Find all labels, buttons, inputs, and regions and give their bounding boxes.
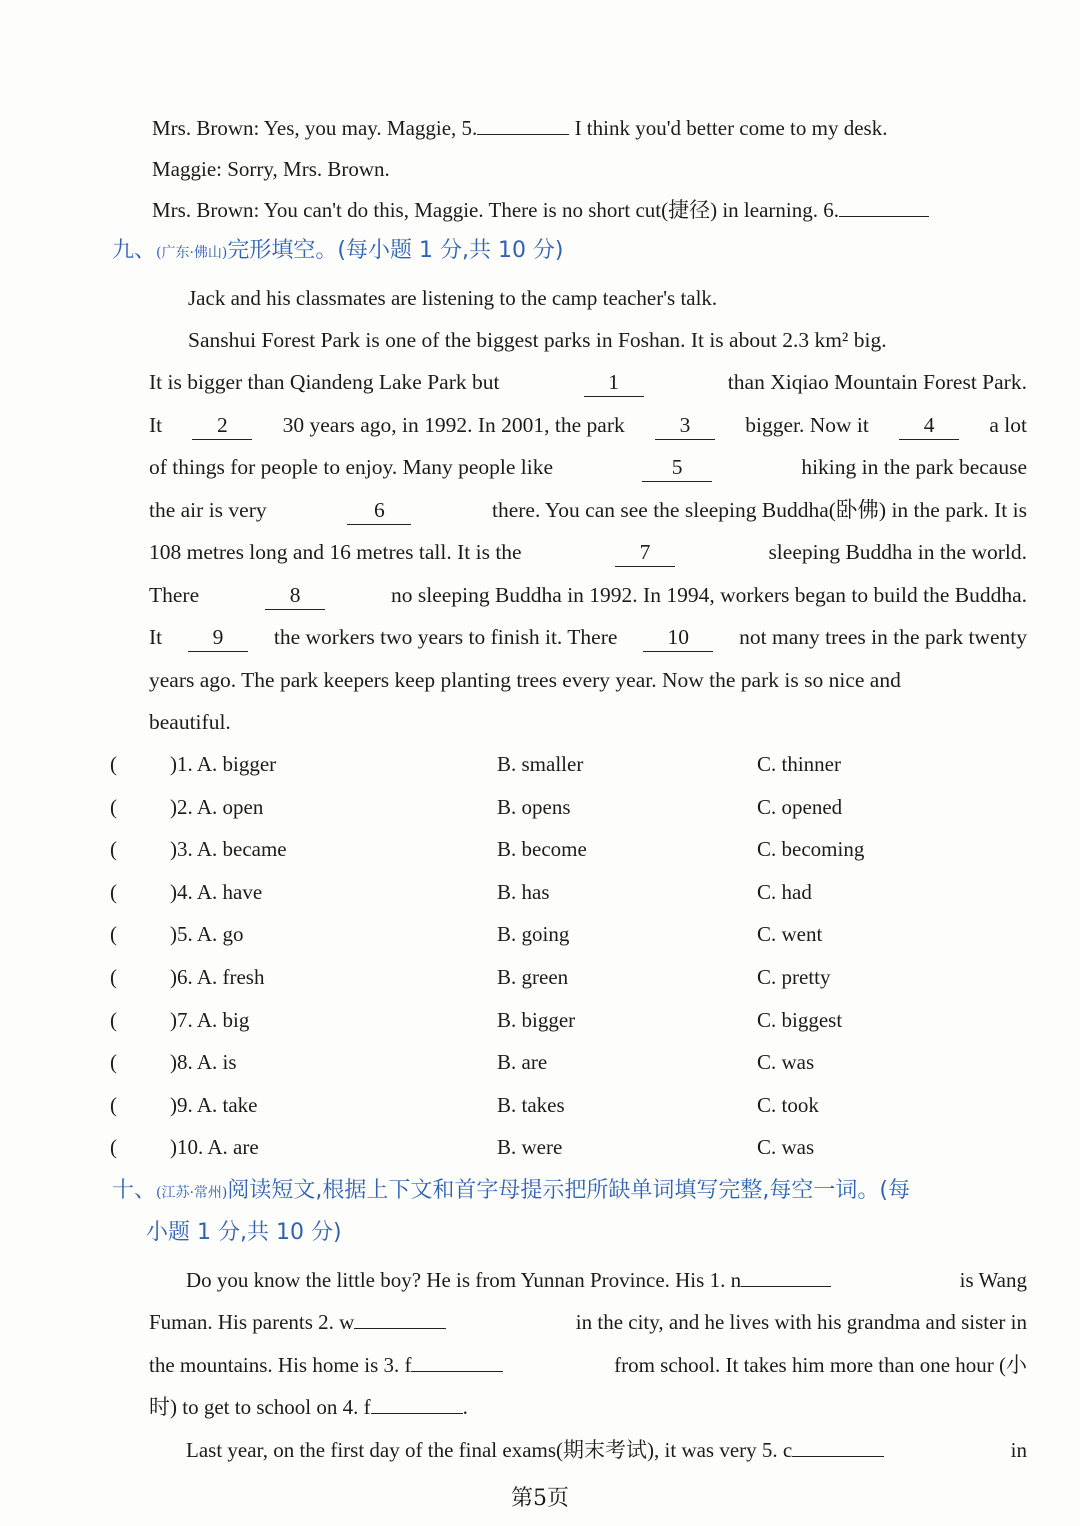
option-b: B. are [497, 1050, 548, 1074]
passage-text: of things for people to enjoy. Many people like [149, 455, 554, 479]
passage-line [186, 1266, 1027, 1294]
option-c: C. pretty [757, 965, 831, 989]
answer-blank[interactable] [354, 1308, 446, 1329]
passage-text: no sleeping Buddha in 1992. In 1994, workers began to build the Buddha. [391, 583, 1027, 607]
dialogue-line-2: Maggie: Sorry, Mrs. Brown. [152, 157, 390, 181]
question-paren[interactable]: ( [110, 880, 117, 904]
option-c: C. thinner [757, 752, 841, 776]
passage-text: Do you know the little boy? He is from Yunnan Province. His 1. n [186, 1268, 742, 1292]
option-a: )2. A. open [170, 795, 264, 819]
passage-line [149, 1393, 1027, 1421]
answer-blank[interactable] [411, 1351, 503, 1372]
answer-blank[interactable] [371, 1393, 463, 1414]
passage-line [186, 1436, 1027, 1464]
blank-number[interactable]: 6 [347, 496, 411, 525]
passage-line [149, 1351, 1027, 1379]
passage-line [149, 453, 1027, 482]
dialogue-line-3 [152, 196, 929, 224]
question-paren[interactable]: ( [110, 965, 117, 989]
answer-blank[interactable] [839, 196, 929, 217]
passage-text: the air is very [149, 498, 267, 522]
passage-text: bigger. Now it [745, 413, 869, 437]
section-title: 完形填空。(每小题 1 分,共 10 分) [227, 238, 564, 263]
question-paren[interactable]: ( [110, 837, 117, 861]
option-b: B. smaller [497, 752, 584, 776]
dialogue-text: I think you'd better come to my desk. [569, 116, 888, 140]
blank-number[interactable]: 7 [615, 538, 675, 567]
passage-text: than Xiqiao Mountain Forest Park. [727, 370, 1027, 394]
option-c: C. had [757, 880, 812, 904]
passage-text: . [462, 1395, 468, 1419]
option-c: C. was [757, 1135, 815, 1159]
question-paren[interactable]: ( [110, 922, 117, 946]
question-paren[interactable]: ( [110, 752, 117, 776]
passage-text: 30 years ago, in 1992. In 2001, the park [282, 413, 625, 437]
dialogue-text: Mrs. Brown: You can't do this, Maggie. There is no short cut(捷径) in learning. 6. [152, 198, 839, 222]
answer-blank[interactable] [477, 114, 569, 135]
passage-text: there. You can see the sleeping Buddha(卧佛) in the park. It is [492, 498, 1027, 522]
passage-text: hiking in the park because [801, 455, 1027, 479]
passage-text: It [149, 625, 163, 649]
answer-blank[interactable] [741, 1266, 831, 1287]
passage-text: the workers two years to finish it. There [273, 625, 618, 649]
option-c: C. was [757, 1050, 815, 1074]
passage-text: 108 metres long and 16 metres tall. It is the [149, 540, 522, 564]
passage-text: beautiful. [149, 710, 231, 734]
passage-text: years ago. The park keepers keep planting trees every year. Now the park is so nice and [149, 668, 901, 692]
option-b: B. green [497, 965, 569, 989]
option-b: B. going [497, 922, 570, 946]
option-a: )6. A. fresh [170, 965, 265, 989]
passage-line [149, 581, 1027, 610]
passage-text: is Wang [959, 1268, 1027, 1292]
passage-text: in the city, and he lives with his grandma and sister in [575, 1310, 1027, 1334]
section-10-heading [112, 1176, 910, 1208]
section-source: (广东·佛山) [156, 245, 228, 261]
passage-text: a lot [989, 413, 1027, 437]
option-b: B. opens [497, 795, 571, 819]
passage-intro: Jack and his classmates are listening to the camp teacher's talk. [188, 286, 718, 310]
option-c: C. went [757, 922, 823, 946]
blank-number[interactable]: 3 [655, 411, 715, 440]
blank-number[interactable]: 4 [899, 411, 959, 440]
option-a: )4. A. have [170, 880, 263, 904]
passage-line [149, 623, 1027, 652]
question-paren[interactable]: ( [110, 1093, 117, 1117]
question-paren[interactable]: ( [110, 795, 117, 819]
option-b: B. takes [497, 1093, 565, 1117]
passage-text: Sanshui Forest Park is one of the biggest parks in Foshan. It is about 2.3 km² big. [188, 328, 887, 352]
passage-text: the mountains. His home is 3. f [149, 1353, 412, 1377]
blank-number[interactable]: 9 [188, 623, 248, 652]
passage-line [149, 496, 1027, 525]
option-c: C. opened [757, 795, 843, 819]
dialogue-line-1 [152, 114, 887, 142]
passage-line [149, 368, 1027, 397]
answer-blank[interactable] [792, 1436, 884, 1457]
passage-text: It [149, 413, 163, 437]
passage-line [149, 666, 1027, 694]
passage-text: in [1010, 1438, 1027, 1462]
option-a: )9. A. take [170, 1093, 258, 1117]
passage-text: There [149, 583, 200, 607]
option-a: )3. A. became [170, 837, 287, 861]
section-source: (江苏·常州) [156, 1185, 228, 1201]
passage-line [149, 411, 1027, 440]
blank-number[interactable]: 8 [265, 581, 325, 610]
option-a: )7. A. big [170, 1008, 250, 1032]
option-b: B. were [497, 1135, 563, 1159]
question-paren[interactable]: ( [110, 1050, 117, 1074]
passage-text: Fuman. His parents 2. w [149, 1310, 355, 1334]
option-b: B. bigger [497, 1008, 576, 1032]
option-b: B. become [497, 837, 587, 861]
passage-text: 时) to get to school on 4. f [149, 1395, 371, 1419]
option-a: )5. A. go [170, 922, 244, 946]
option-c: C. biggest [757, 1008, 843, 1032]
passage-line [149, 538, 1027, 567]
passage-text: It is bigger than Qiandeng Lake Park but [149, 370, 500, 394]
option-b: B. has [497, 880, 550, 904]
option-a: )10. A. are [170, 1135, 259, 1159]
blank-number[interactable]: 5 [642, 453, 712, 482]
page-number: 第5页 [511, 1486, 569, 1511]
section-10-heading-cont: 小题 1 分,共 10 分) [146, 1220, 342, 1245]
option-c: C. took [757, 1093, 819, 1117]
passage-text: sleeping Buddha in the world. [768, 540, 1027, 564]
passage-line [149, 708, 1027, 736]
question-paren[interactable]: ( [110, 1008, 117, 1032]
passage-text: from school. It takes him more than one hour (小 [614, 1353, 1027, 1377]
dialogue-text: Mrs. Brown: Yes, you may. Maggie, 5. [152, 116, 478, 140]
blank-number[interactable]: 10 [643, 623, 713, 652]
passage-line [188, 326, 1027, 354]
blank-number[interactable]: 1 [584, 368, 644, 397]
passage-line [149, 1308, 1027, 1336]
section-title: 阅读短文,根据上下文和首字母提示把所缺单词填写完整,每空一词。(每 [227, 1178, 910, 1203]
passage-text: Last year, on the first day of the final exams(期末考试), it was very 5. c [186, 1438, 793, 1462]
section-9-heading [112, 236, 564, 268]
section-number: 十、 [112, 1178, 157, 1203]
option-a: )1. A. bigger [170, 752, 277, 776]
option-a: )8. A. is [170, 1050, 237, 1074]
option-c: C. becoming [757, 837, 865, 861]
section-number: 九、 [112, 238, 157, 263]
blank-number[interactable]: 2 [192, 411, 252, 440]
passage-text: not many trees in the park twenty [739, 625, 1027, 649]
question-paren[interactable]: ( [110, 1135, 117, 1159]
